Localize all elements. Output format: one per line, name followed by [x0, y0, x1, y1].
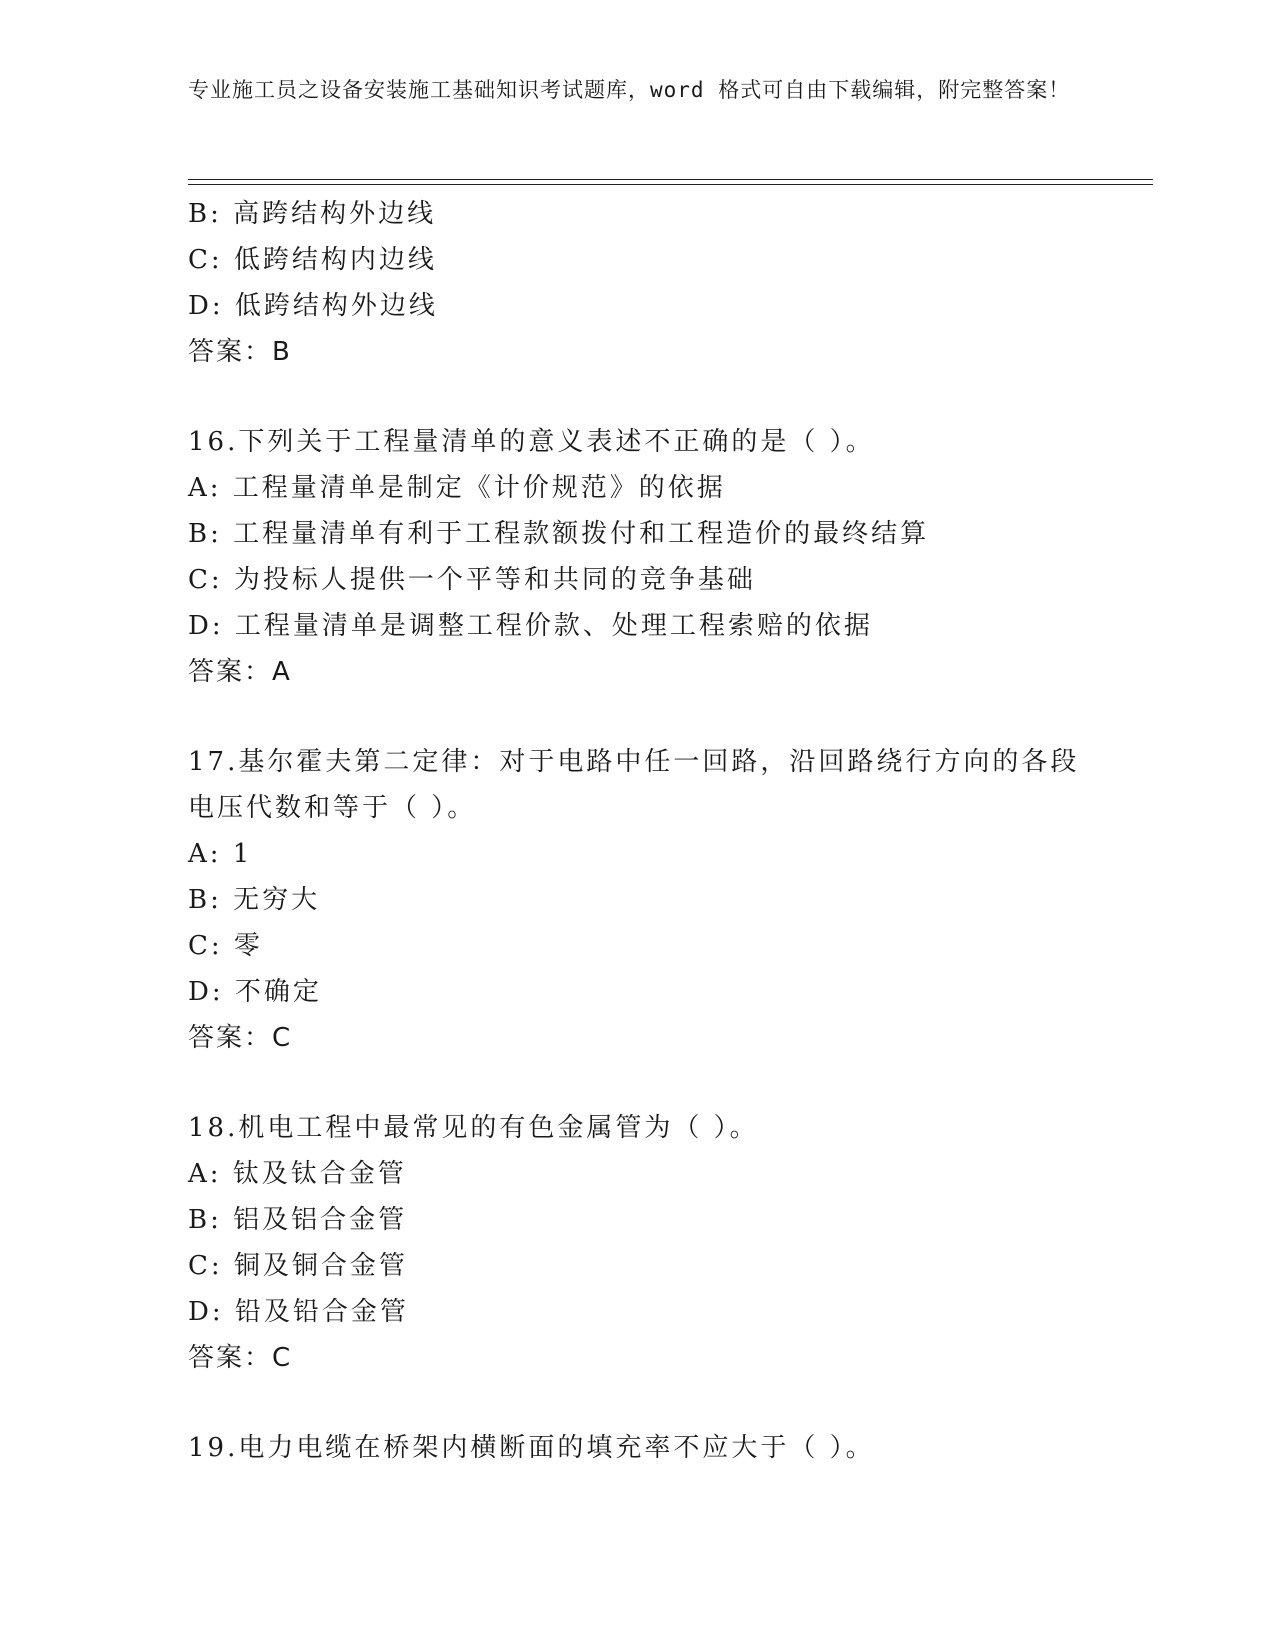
option-a: A: 工程量清单是制定《计价规范》的依据	[188, 473, 726, 503]
question-stem: 18.机电工程中最常见的有色金属管为（ ）。	[188, 1113, 759, 1143]
answer-line: 答案：C	[188, 1023, 293, 1053]
answer-line: 答案：A	[188, 657, 292, 687]
header-divider-top	[188, 179, 1153, 180]
option-a: A: 1	[188, 839, 253, 869]
option-c: C: 零	[188, 931, 263, 961]
answer-line: 答案：C	[188, 1343, 293, 1373]
document-header: 专业施工员之设备安装施工基础知识考试题库，word 格式可自由下载编辑，附完整答案！	[188, 78, 1071, 102]
question-stem: 16.下列关于工程量清单的意义表述不正确的是（ ）。	[188, 427, 875, 457]
option-d: D: 不确定	[188, 977, 322, 1007]
option-c: C: 铜及铜合金管	[188, 1251, 408, 1281]
option-c: C: 为投标人提供一个平等和共同的竞争基础	[188, 565, 756, 595]
question-stem: 19.电力电缆在桥架内横断面的填充率不应大于（ ）。	[188, 1433, 875, 1463]
question-content	[188, 191, 1148, 1471]
option-b: B: 无穷大	[188, 885, 321, 915]
option-c: C: 低跨结构内边线	[188, 245, 437, 275]
header-divider-bottom	[188, 184, 1153, 185]
question-stem: 17.基尔霍夫第二定律：对于电路中任一回路，沿回路绕行方向的各段	[188, 747, 1080, 777]
option-d: D: 低跨结构外边线	[188, 291, 438, 321]
option-a: A: 钛及钛合金管	[188, 1159, 407, 1189]
option-b: B: 铝及铝合金管	[188, 1205, 408, 1235]
option-d: D: 铅及铅合金管	[188, 1297, 409, 1327]
question-stem-continued: 电压代数和等于（ ）。	[188, 793, 477, 823]
answer-line: 答案：B	[188, 337, 292, 367]
option-d: D: 工程量清单是调整工程价款、处理工程索赔的依据	[188, 611, 873, 641]
option-b: B: 工程量清单有利于工程款额拨付和工程造价的最终结算	[188, 519, 930, 549]
option-b: B: 高跨结构外边线	[188, 199, 437, 229]
